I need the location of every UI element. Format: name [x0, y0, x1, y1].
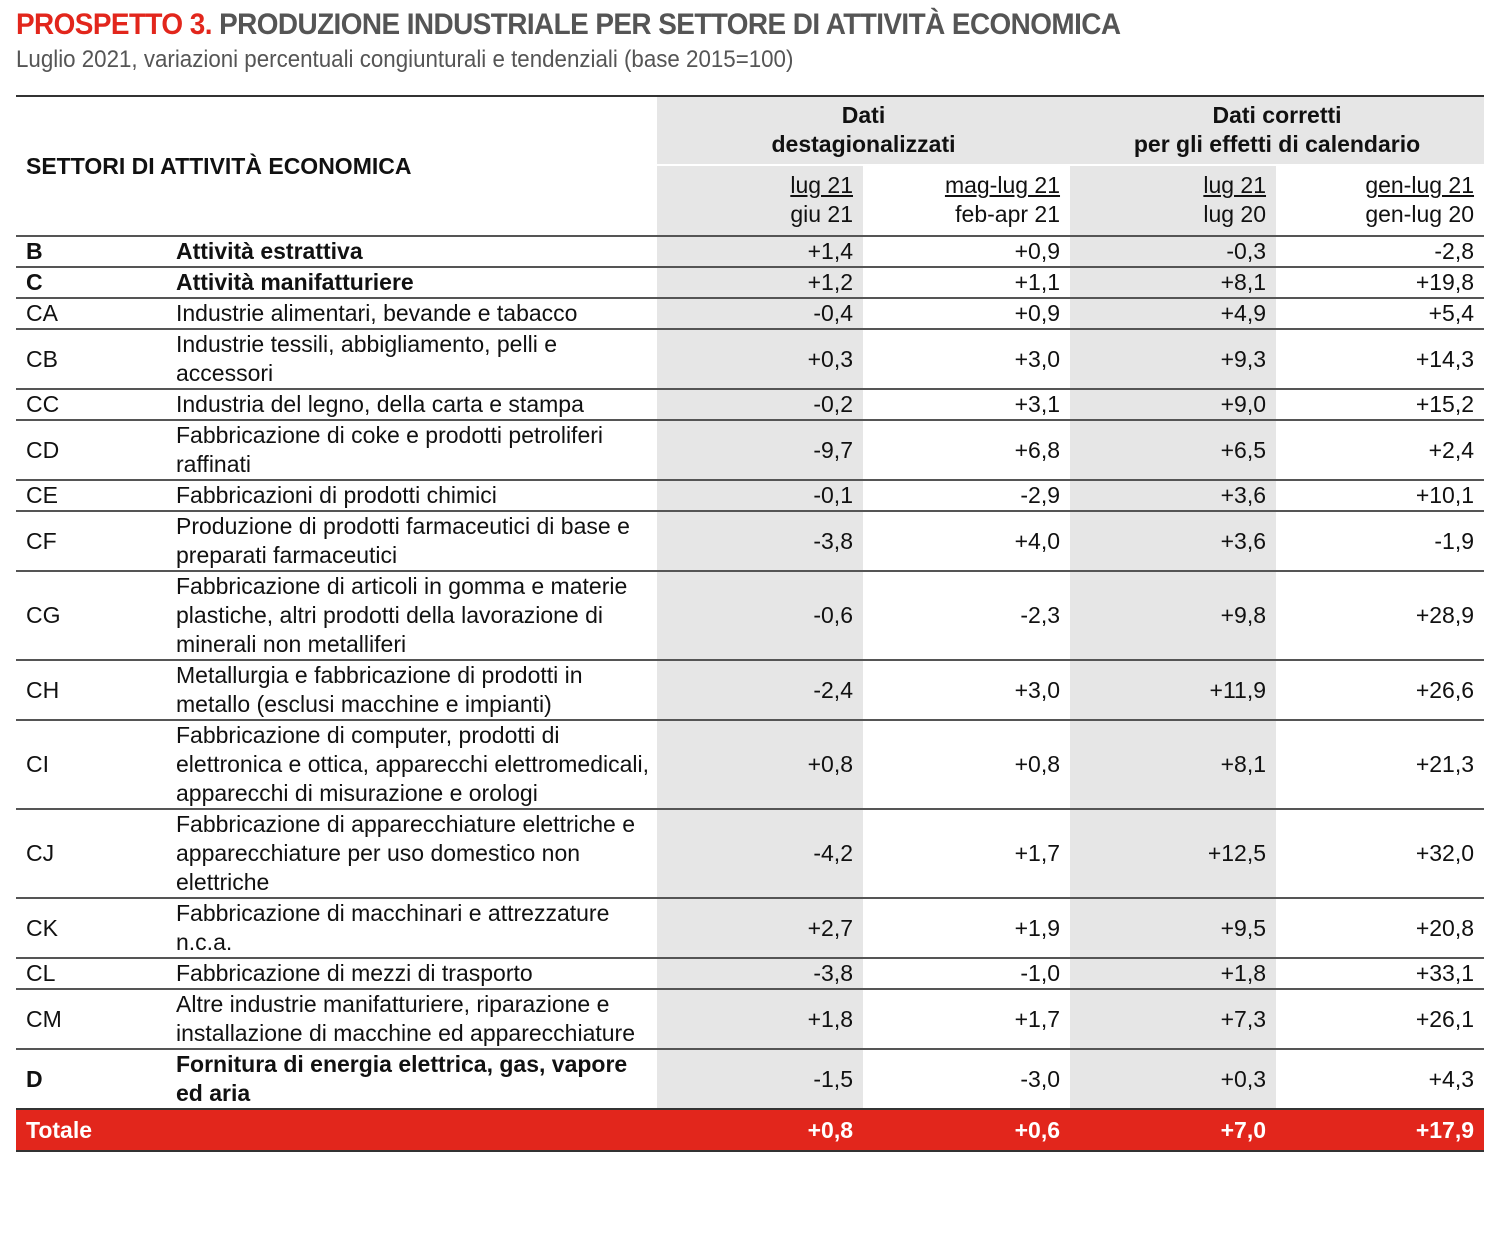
sector-label: Fabbricazione di articoli in gomma e materie plastiche, altri prodotti della lavorazione di minerali non metalliferi [176, 571, 657, 660]
value-cell: +20,8 [1276, 898, 1484, 958]
column-header-1 [657, 165, 863, 236]
value-cell: +1,8 [657, 989, 863, 1049]
table-row [16, 958, 1484, 989]
sector-code: CG [16, 571, 176, 660]
table-row [16, 720, 1484, 809]
sector-code: CF [16, 511, 176, 571]
table-row [16, 898, 1484, 958]
sector-code: C [16, 267, 176, 298]
value-cell: -2,3 [863, 571, 1070, 660]
column-denominator: feb-apr 21 [955, 201, 1061, 228]
value-cell: +4,9 [1070, 298, 1276, 329]
column-numerator: lug 21 [1203, 172, 1267, 199]
sector-label: Fabbricazione di mezzi di trasporto [176, 958, 657, 989]
value-cell: +1,7 [863, 989, 1070, 1049]
table-row [16, 329, 1484, 389]
value-cell: +3,1 [863, 389, 1070, 420]
value-cell: +33,1 [1276, 958, 1484, 989]
sector-code: CE [16, 480, 176, 511]
column-numerator: lug 21 [790, 172, 853, 199]
sector-code: CD [16, 420, 176, 480]
table-row [16, 989, 1484, 1049]
value-cell: -3,0 [863, 1049, 1070, 1109]
sector-code: D [16, 1049, 176, 1109]
table-row [16, 389, 1484, 420]
table-row [16, 420, 1484, 480]
value-cell: +0,9 [863, 236, 1070, 267]
column-denominator: lug 20 [1203, 201, 1267, 228]
value-cell: -4,2 [657, 809, 863, 898]
value-cell: +26,6 [1276, 660, 1484, 720]
value-cell: -0,4 [657, 298, 863, 329]
value-cell: +1,4 [657, 236, 863, 267]
value-cell: +1,9 [863, 898, 1070, 958]
group-header-seasonally-adjusted [657, 96, 1070, 165]
value-cell: +0,9 [863, 298, 1070, 329]
sector-label: Fabbricazione di computer, prodotti di elettronica e ottica, apparecchi elettromedicali, apparecchi di misurazione e orologi [176, 720, 657, 809]
value-cell: +6,8 [863, 420, 1070, 480]
page-subtitle: Luglio 2021, variazioni percentuali congiunturali e tendenziali (base 2015=100) [16, 46, 794, 73]
value-cell: +3,6 [1070, 480, 1276, 511]
value-cell: +9,3 [1070, 329, 1276, 389]
table-row [16, 571, 1484, 660]
total-value-cell: +0,8 [657, 1109, 863, 1151]
title-lead: PROSPETTO 3. [16, 8, 212, 41]
value-cell: +3,0 [863, 329, 1070, 389]
value-cell: +10,1 [1276, 480, 1484, 511]
value-cell: +15,2 [1276, 389, 1484, 420]
sector-label: Attività manifatturiere [176, 267, 657, 298]
table-row [16, 1049, 1484, 1109]
group-header-calendar-adjusted [1070, 96, 1484, 165]
sector-label: Altre industrie manifatturiere, riparazione e installazione di macchine ed apparecchiature [176, 989, 657, 1049]
value-cell: +0,8 [657, 720, 863, 809]
value-cell: +1,8 [1070, 958, 1276, 989]
sector-code: B [16, 236, 176, 267]
title-text: PRODUZIONE INDUSTRIALE PER SETTORE DI ATTIVITÀ ECONOMICA [219, 8, 1121, 41]
value-cell: +8,1 [1070, 267, 1276, 298]
sector-label: Attività estrattiva [176, 236, 657, 267]
sector-code: CI [16, 720, 176, 809]
group2-line1: Dati corretti [1212, 102, 1342, 129]
value-cell: +0,3 [1070, 1049, 1276, 1109]
value-cell: -1,5 [657, 1049, 863, 1109]
total-label: Totale [16, 1109, 657, 1151]
group1-line2: destagionalizzati [771, 131, 956, 158]
value-cell: +9,5 [1070, 898, 1276, 958]
value-cell: +4,0 [863, 511, 1070, 571]
value-cell: -2,8 [1276, 236, 1484, 267]
sector-label: Fabbricazioni di prodotti chimici [176, 480, 657, 511]
value-cell: -2,9 [863, 480, 1070, 511]
sector-code: CA [16, 298, 176, 329]
value-cell: -1,0 [863, 958, 1070, 989]
table-row [16, 660, 1484, 720]
value-cell: -0,3 [1070, 236, 1276, 267]
value-cell: +28,9 [1276, 571, 1484, 660]
value-cell: -2,4 [657, 660, 863, 720]
sectors-header: SETTORI DI ATTIVITÀ ECONOMICA [16, 96, 657, 236]
value-cell: +5,4 [1276, 298, 1484, 329]
value-cell: +19,8 [1276, 267, 1484, 298]
column-denominator: gen-lug 20 [1365, 201, 1475, 228]
table-row [16, 511, 1484, 571]
column-header-4 [1276, 165, 1484, 236]
page-title [16, 8, 1120, 42]
sector-code: CJ [16, 809, 176, 898]
total-value-cell: +7,0 [1070, 1109, 1276, 1151]
value-cell: -3,8 [657, 958, 863, 989]
value-cell: +14,3 [1276, 329, 1484, 389]
value-cell: -0,1 [657, 480, 863, 511]
sector-code: CC [16, 389, 176, 420]
sector-label: Industrie alimentari, bevande e tabacco [176, 298, 657, 329]
sector-label: Produzione di prodotti farmaceutici di base e preparati farmaceutici [176, 511, 657, 571]
sector-label: Industrie tessili, abbigliamento, pelli e accessori [176, 329, 657, 389]
value-cell: +6,5 [1070, 420, 1276, 480]
table-row [16, 236, 1484, 267]
value-cell: +1,2 [657, 267, 863, 298]
table-row [16, 480, 1484, 511]
value-cell: +3,0 [863, 660, 1070, 720]
table-row [16, 298, 1484, 329]
value-cell: +26,1 [1276, 989, 1484, 1049]
value-cell: +8,1 [1070, 720, 1276, 809]
data-table [16, 95, 1484, 1152]
group2-line2: per gli effetti di calendario [1133, 131, 1421, 158]
column-denominator: giu 21 [790, 201, 853, 228]
value-cell: +3,6 [1070, 511, 1276, 571]
value-cell: +1,1 [863, 267, 1070, 298]
sector-code: CB [16, 329, 176, 389]
column-header-3 [1070, 165, 1276, 236]
sector-label: Fornitura di energia elettrica, gas, vapore ed aria [176, 1049, 657, 1109]
column-numerator: mag-lug 21 [944, 172, 1061, 199]
value-cell: +32,0 [1276, 809, 1484, 898]
value-cell: +9,0 [1070, 389, 1276, 420]
sector-code: CL [16, 958, 176, 989]
value-cell: -0,6 [657, 571, 863, 660]
sector-code: CK [16, 898, 176, 958]
value-cell: +4,3 [1276, 1049, 1484, 1109]
sector-label: Fabbricazione di coke e prodotti petroliferi raffinati [176, 420, 657, 480]
sector-label: Fabbricazione di macchinari e attrezzature n.c.a. [176, 898, 657, 958]
sector-code: CH [16, 660, 176, 720]
total-value-cell: +17,9 [1276, 1109, 1484, 1151]
value-cell: +9,8 [1070, 571, 1276, 660]
value-cell: +1,7 [863, 809, 1070, 898]
total-value-cell: +0,6 [863, 1109, 1070, 1151]
value-cell: +2,7 [657, 898, 863, 958]
sector-label: Industria del legno, della carta e stampa [176, 389, 657, 420]
value-cell: +0,3 [657, 329, 863, 389]
value-cell: -9,7 [657, 420, 863, 480]
sector-label: Metallurgia e fabbricazione di prodotti in metallo (esclusi macchine e impianti) [176, 660, 657, 720]
column-header-2 [863, 165, 1070, 236]
value-cell: +11,9 [1070, 660, 1276, 720]
total-row [16, 1109, 1484, 1151]
sector-label: Fabbricazione di apparecchiature elettriche e apparecchiature per uso domestico non elettriche [176, 809, 657, 898]
table-row [16, 267, 1484, 298]
sector-code: CM [16, 989, 176, 1049]
value-cell: +21,3 [1276, 720, 1484, 809]
value-cell: -0,2 [657, 389, 863, 420]
value-cell: +7,3 [1070, 989, 1276, 1049]
value-cell: -1,9 [1276, 511, 1484, 571]
table-row [16, 809, 1484, 898]
value-cell: +2,4 [1276, 420, 1484, 480]
value-cell: -3,8 [657, 511, 863, 571]
column-numerator: gen-lug 21 [1365, 172, 1475, 199]
value-cell: +0,8 [863, 720, 1070, 809]
group1-line1: Dati [841, 102, 886, 129]
value-cell: +12,5 [1070, 809, 1276, 898]
